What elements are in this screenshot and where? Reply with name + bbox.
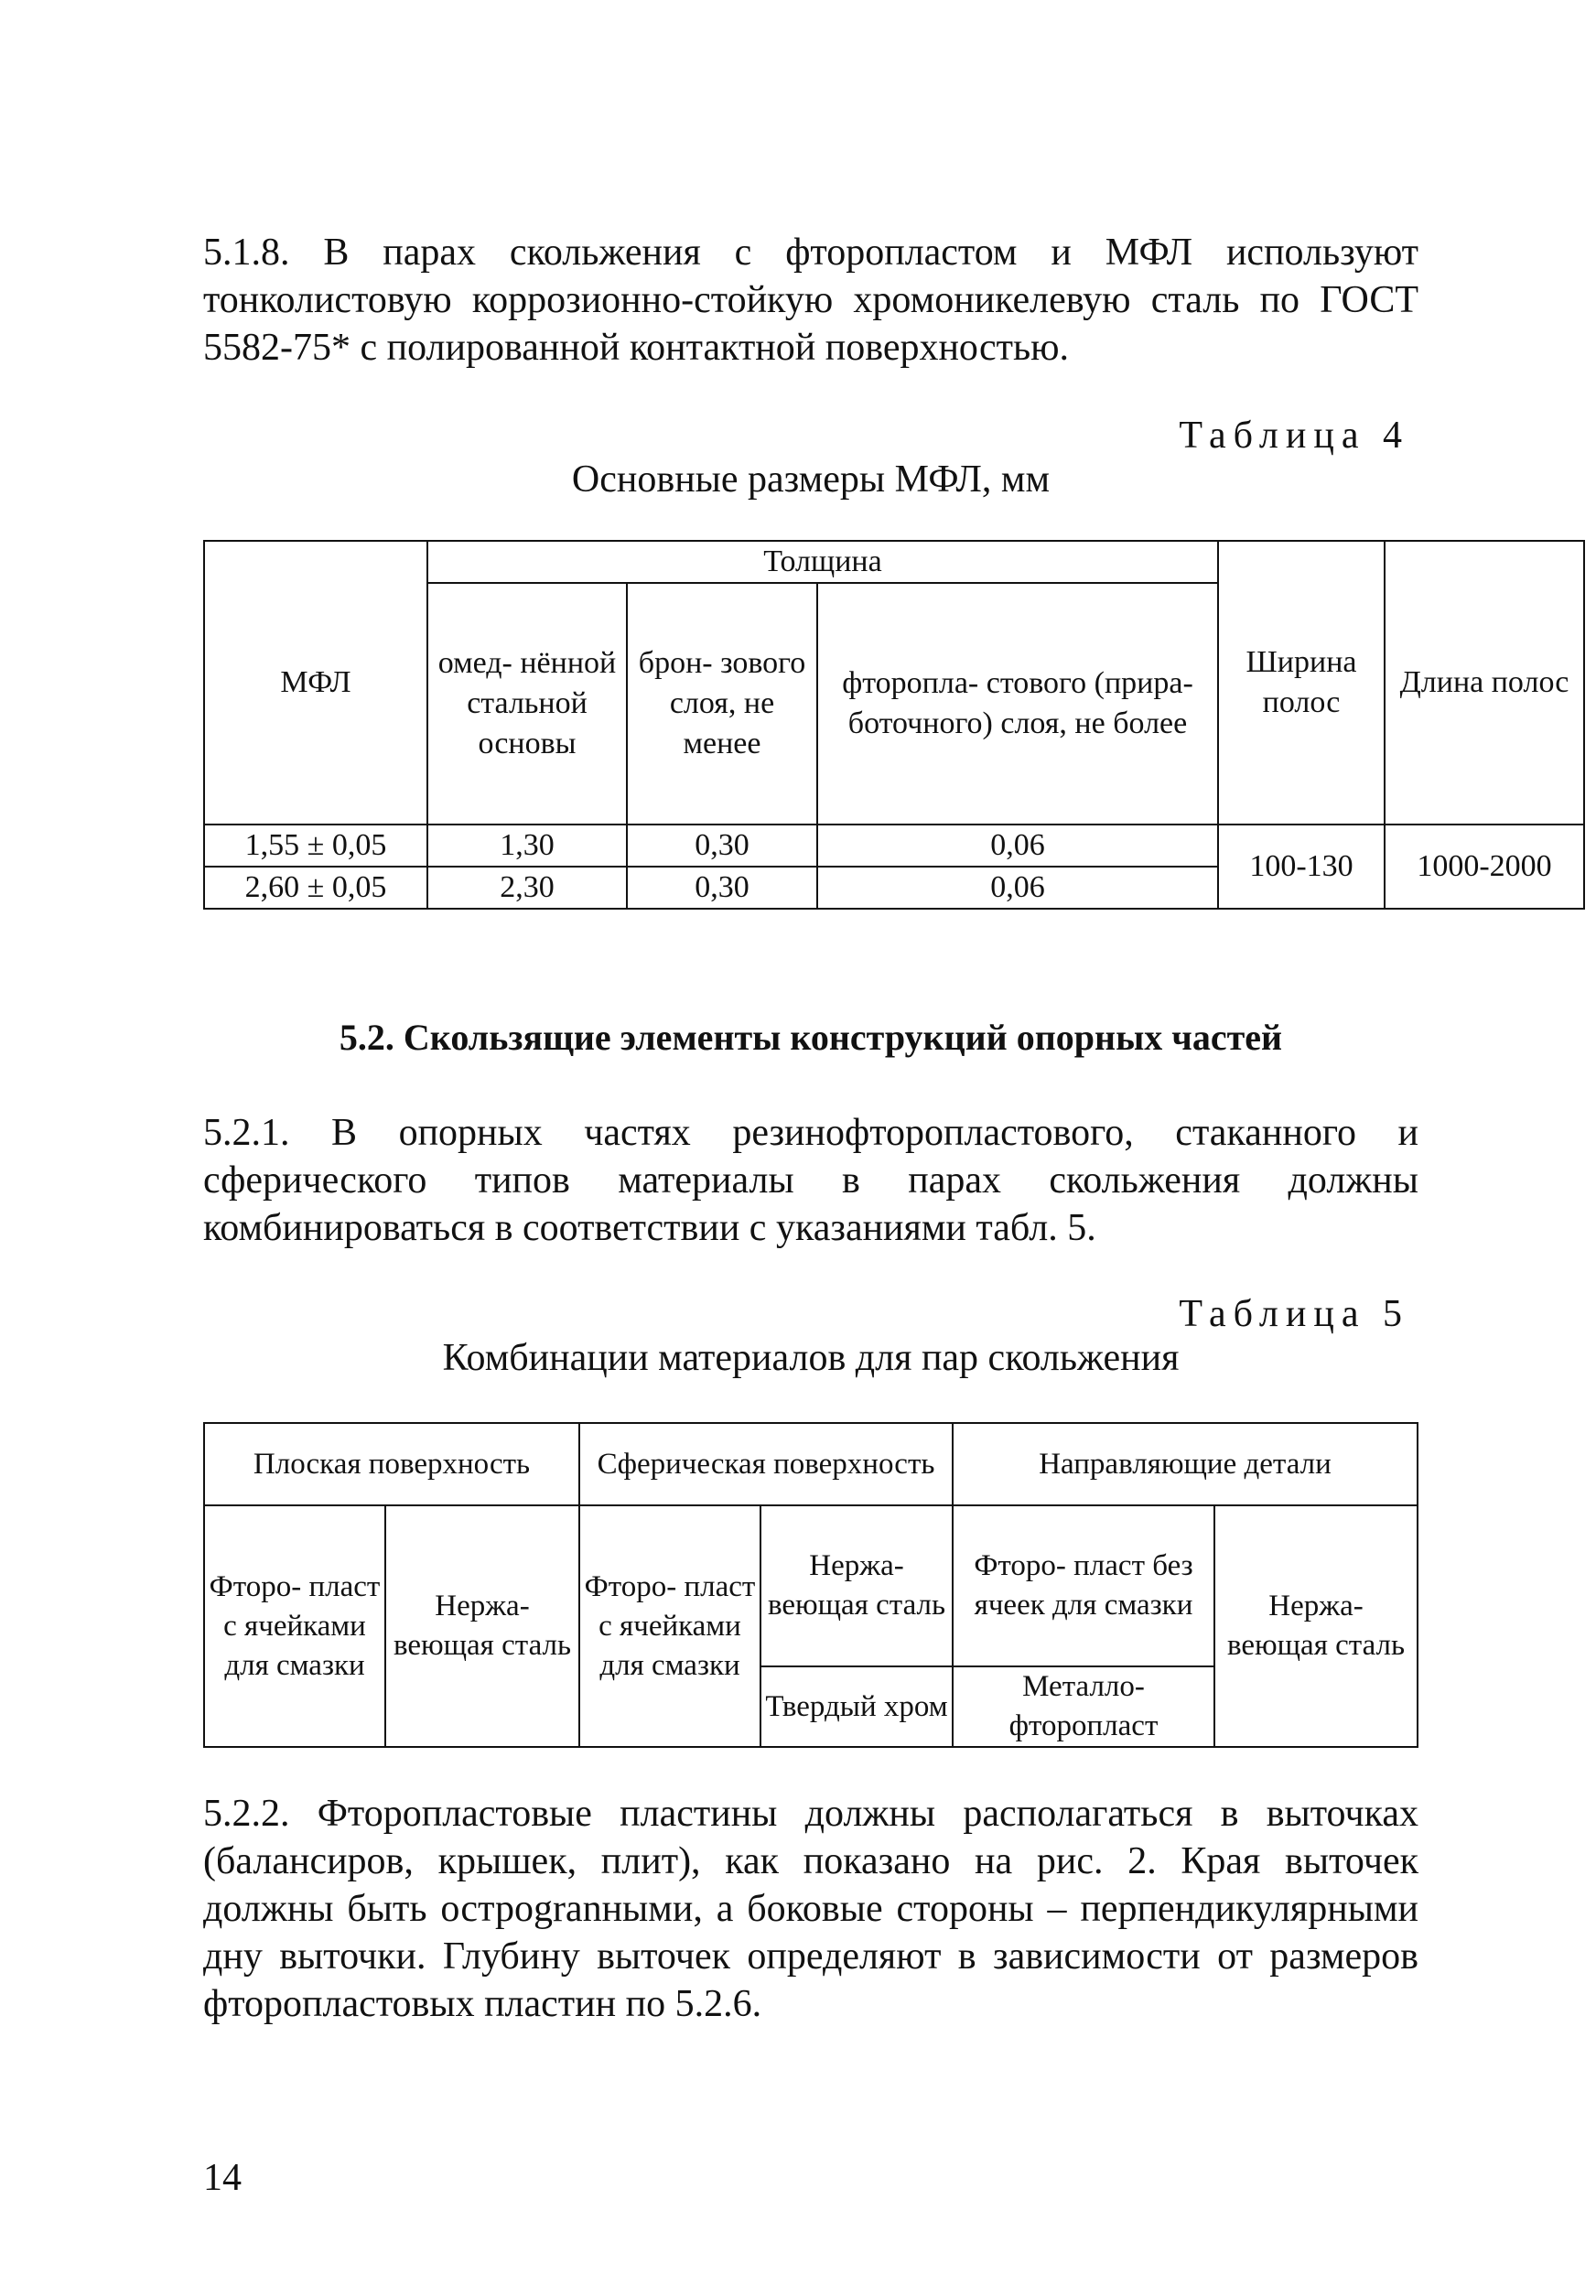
table-5-title: Комбинации материалов для пар скольжения	[442, 1337, 1180, 1379]
cell-length: 1000-2000	[1385, 825, 1584, 909]
paragraph-5-2-1: 5.2.1. В опорных частях резинофторопластового, стаканного и сферического типов материалы в парах скольжения должны комбинироваться в соответствии с указаниями табл. 5.	[203, 1112, 1418, 1249]
cell-flat-ptfe: Фторо- пласт с ячейками для смазки	[204, 1505, 385, 1747]
table-4-title: Основные размеры МФЛ, мм	[571, 458, 1051, 501]
table-4-header-width: Ширина полос	[1218, 541, 1385, 825]
table-4-header-ptfe: фторопла- стового (прира- боточного) слоя, не более	[817, 583, 1218, 825]
cell-mfl: 1,55 ± 0,05	[204, 825, 427, 867]
cell-spherical-ptfe: Фторо- пласт с ячейками для смазки	[579, 1505, 760, 1747]
table-4	[203, 540, 1585, 910]
cell-mfl: 2,60 ± 0,05	[204, 867, 427, 909]
cell-guide-steel: Нержа- веющая сталь	[1214, 1505, 1418, 1747]
table-5	[203, 1422, 1418, 1748]
cell-bronze: 0,30	[627, 867, 817, 909]
table-4-header-bronze: брон- зового слоя, не менее	[627, 583, 817, 825]
table-4-header-thickness: Толщина	[427, 541, 1218, 583]
cell-guide-metal-ptfe: Металло- фторопласт	[953, 1666, 1214, 1747]
cell-flat-steel: Нержа- веющая сталь	[385, 1505, 579, 1747]
page-number: 14	[203, 2157, 242, 2199]
cell-base: 1,30	[427, 825, 627, 867]
table-4-label: Таблица 4	[1179, 415, 1409, 457]
table-5-label: Таблица 5	[1179, 1293, 1409, 1335]
cell-guide-ptfe: Фторо- пласт без ячеек для смазки	[953, 1505, 1214, 1666]
table-4-header-mfl: МФЛ	[204, 541, 427, 825]
table-4-header-base: омед- нённой стальной основы	[427, 583, 627, 825]
cell-width: 100-130	[1218, 825, 1385, 909]
cell-base: 2,30	[427, 867, 627, 909]
table-5-header-guides: Направляющие детали	[953, 1423, 1418, 1505]
section-heading-5-2: 5.2. Скользящие элементы конструкций опорных частей	[339, 1017, 1283, 1058]
table-row	[204, 825, 1584, 867]
cell-ptfe: 0,06	[817, 867, 1218, 909]
table-5-header-flat: Плоская поверхность	[204, 1423, 579, 1505]
cell-ptfe: 0,06	[817, 825, 1218, 867]
cell-spherical-steel: Нержа- веющая сталь	[760, 1505, 953, 1666]
cell-spherical-chrome: Твердый хром	[760, 1666, 953, 1747]
cell-bronze: 0,30	[627, 825, 817, 867]
paragraph-5-1-8: 5.1.8. В парах скольжения с фторопластом и МФЛ используют тонколистовую коррозионно-стойкую хромоникелевую сталь по ГОСТ 5582-75* с полированной контактной поверхностью.	[203, 232, 1418, 369]
table-4-header-length: Длина полос	[1385, 541, 1584, 825]
paragraph-5-2-2: 5.2.2. Фторопластовые пластины должны располагаться в выточках (балансиров, крышек, плит), как показано на рис. 2. Края выточек должны быть остроgranными, а боковые стороны – перпендикулярными дну выточки. Глубину выточек определяют в зависимости от размеров фторопластовых пластин по 5.2.6.	[203, 1793, 1418, 2025]
table-5-header-spherical: Сферическая поверхность	[579, 1423, 953, 1505]
